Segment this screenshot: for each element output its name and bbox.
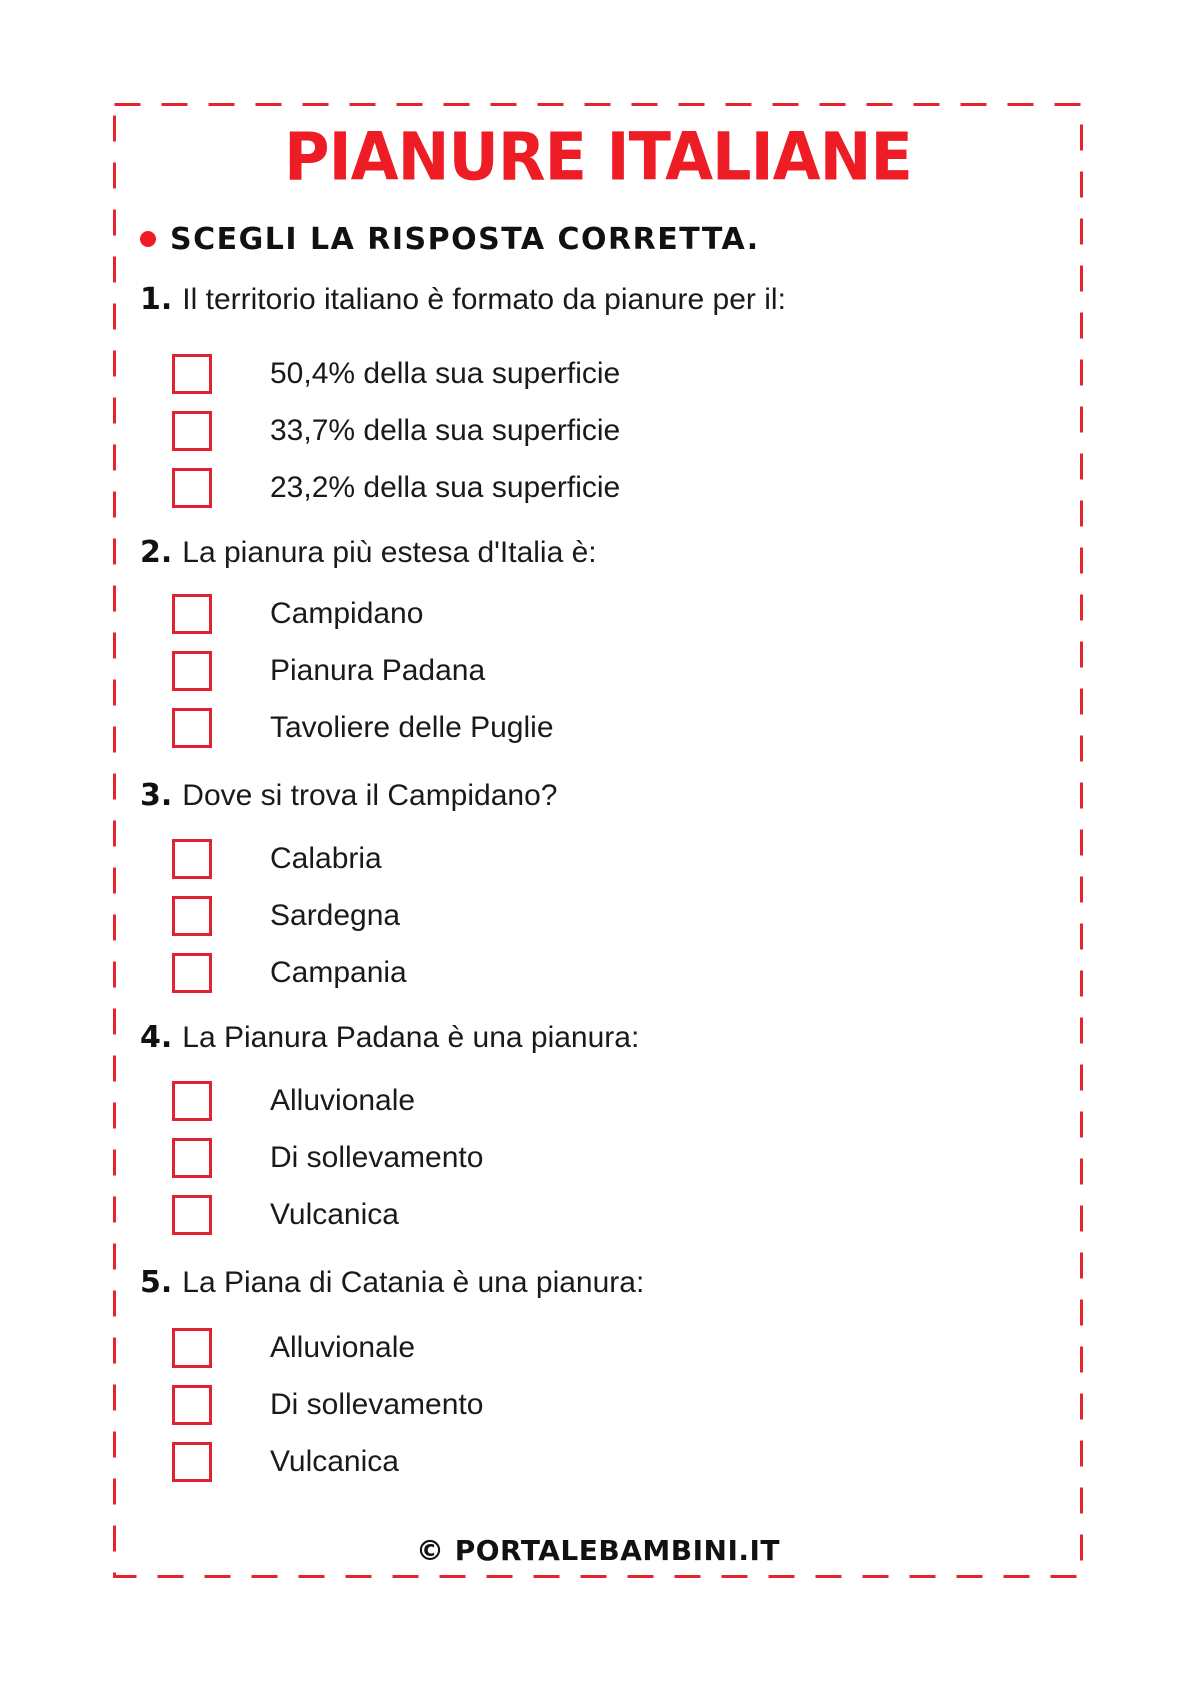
question-5-number: 5.: [140, 1265, 173, 1300]
answer-checkbox[interactable]: [172, 651, 212, 691]
question-2-options: [113, 594, 1083, 748]
option-row: [113, 896, 1083, 936]
answer-checkbox[interactable]: [172, 1328, 212, 1368]
option-row: [113, 411, 1083, 451]
option-row: [113, 839, 1083, 879]
option-label: Alluvionale: [270, 1331, 416, 1364]
answer-checkbox[interactable]: [172, 468, 212, 508]
answer-checkbox[interactable]: [172, 839, 212, 879]
option-row: [113, 651, 1083, 691]
question-3-text: Dove si trova il Campidano?: [182, 779, 558, 812]
option-label: Vulcanica: [270, 1198, 399, 1231]
answer-checkbox[interactable]: [172, 354, 212, 394]
option-row: [113, 953, 1083, 993]
option-label: Pianura Padana: [270, 654, 486, 687]
option-row: [113, 1385, 1083, 1425]
option-label: Campidano: [270, 597, 424, 630]
question-5-text: La Piana di Catania è una pianura:: [182, 1266, 645, 1299]
answer-checkbox[interactable]: [172, 1138, 212, 1178]
option-row: [113, 594, 1083, 634]
option-label: 50,4% della sua superficie: [270, 357, 621, 390]
answer-checkbox[interactable]: [172, 411, 212, 451]
page-title: PIANURE ITALIANE: [284, 117, 912, 196]
option-row: [113, 468, 1083, 508]
question-5-label: [113, 1263, 1083, 1303]
option-label: 23,2% della sua superficie: [270, 471, 621, 504]
answer-checkbox[interactable]: [172, 708, 212, 748]
option-label: 33,7% della sua superficie: [270, 414, 621, 447]
question-1-number: 1.: [140, 282, 173, 317]
option-row: [113, 1138, 1083, 1178]
question-4-options: [113, 1081, 1083, 1235]
option-label: Vulcanica: [270, 1445, 399, 1478]
question-1-options: [113, 354, 1083, 508]
option-row: [113, 354, 1083, 394]
footer-credit: © PORTALEBAMBINI.IT: [415, 1534, 781, 1567]
answer-checkbox[interactable]: [172, 594, 212, 634]
option-row: [113, 1442, 1083, 1482]
question-3-label: [113, 776, 1083, 816]
answer-checkbox[interactable]: [172, 896, 212, 936]
question-1-text: Il territorio italiano è formato da pianure per il:: [182, 283, 786, 316]
option-label: Tavoliere delle Puglie: [270, 711, 554, 744]
instruction-heading: SCEGLI LA RISPOSTA CORRETTA.: [170, 221, 760, 257]
option-label: Sardegna: [270, 899, 401, 932]
answer-checkbox[interactable]: [172, 1195, 212, 1235]
answer-checkbox[interactable]: [172, 1442, 212, 1482]
question-4-text: La Pianura Padana è una pianura:: [182, 1021, 640, 1054]
option-label: Di sollevamento: [270, 1141, 484, 1174]
option-label: Campania: [270, 956, 407, 989]
question-2-text: La pianura più estesa d'Italia è:: [182, 536, 597, 569]
answer-checkbox[interactable]: [172, 953, 212, 993]
bullet-icon: [140, 231, 156, 247]
instruction-row: [113, 220, 1083, 258]
question-3-number: 3.: [140, 778, 173, 813]
question-2-number: 2.: [140, 535, 173, 570]
question-3-options: [113, 839, 1083, 993]
option-row: [113, 1195, 1083, 1235]
question-4-number: 4.: [140, 1020, 173, 1055]
option-label: Di sollevamento: [270, 1388, 484, 1421]
option-label: Calabria: [270, 842, 382, 875]
answer-checkbox[interactable]: [172, 1081, 212, 1121]
option-label: Alluvionale: [270, 1084, 416, 1117]
option-row: [113, 708, 1083, 748]
option-row: [113, 1081, 1083, 1121]
option-row: [113, 1328, 1083, 1368]
question-4-label: [113, 1018, 1083, 1058]
worksheet-sheet: [113, 103, 1083, 1578]
question-1-label: [113, 280, 1083, 320]
question-2-label: [113, 533, 1083, 573]
question-5-options: [113, 1328, 1083, 1482]
answer-checkbox[interactable]: [172, 1385, 212, 1425]
